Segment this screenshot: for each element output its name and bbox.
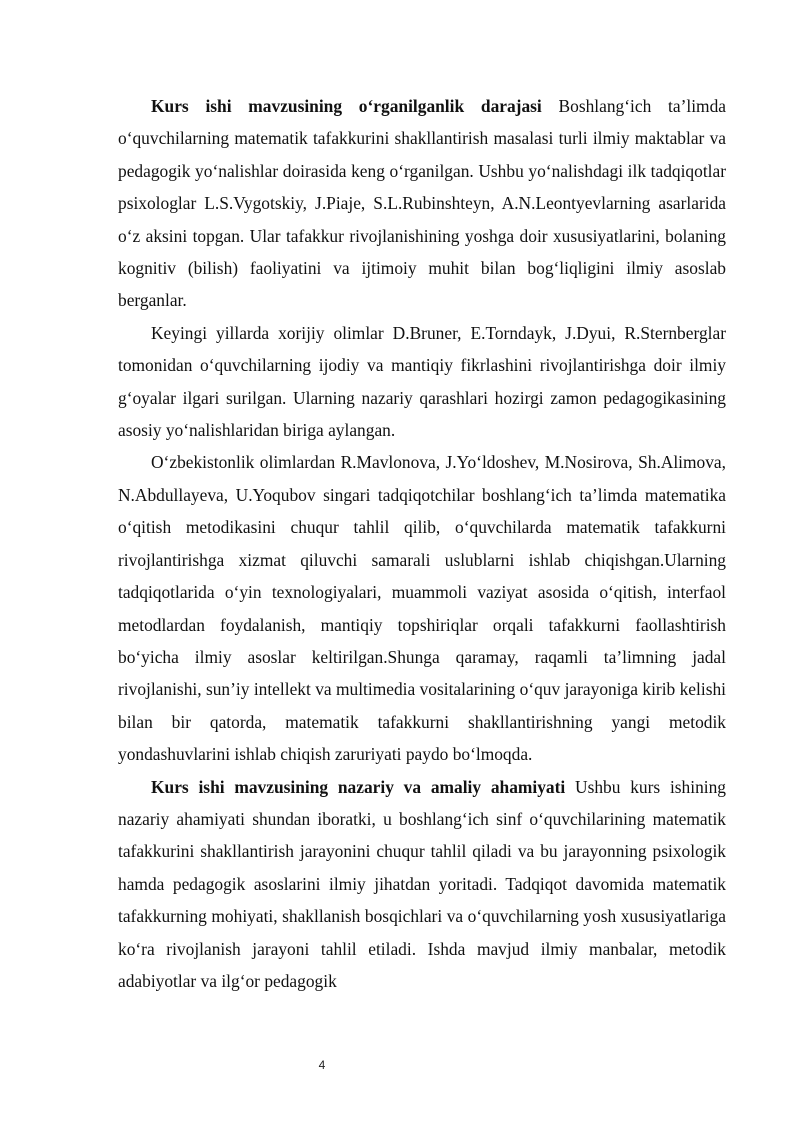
paragraph-significance — [118, 771, 726, 998]
paragraph-text-uzbek-scholars: O‘zbekistonlik olimlardan R.Mavlonova, J.Yo‘ldoshev, M.Nosirova, Sh.Alimova, N.Abdullayeva, U.Yoqubov singari tadqiqotchilar boshlang‘ich ta’limda matematika o‘qitish metodikasini chuqur tahlil qilib, o‘quvchilarda matematik tafakkurni rivojlantirishga xizmat qiluvchi samarali uslublarni ishlab chiqishgan.Ularning tadqiqotlarida o‘yin texnologiyalari, muammoli vaziyat asosida o‘qitish, interfaol metodlardan foydalanish, mantiqiy topshiriqlar orqali tafakkurni faollashtirish bo‘yicha ilmiy asoslar keltirilgan.Shunga qaramay, raqamli ta’limning jadal rivojlanishi, sun’iy intellekt va multimedia vositalarining o‘quv jarayoniga kirib kelishi bilan bir qatorda, matematik tafakkurni shakllantirishning yangi metodik yondashuvlarini ishlab chiqish zaruriyati paydo bo‘lmoqda. — [118, 452, 726, 765]
paragraph-text-significance: Ushbu kurs ishining nazariy ahamiyati shundan iboratki, u boshlang‘ich sinf o‘quvchilarining matematik tafakkurini shakllantirish jarayonini chuqur tahlil qiladi va bu jarayonning psixologik hamda pedagogik asoslarini ilmiy jihatdan yoritadi. Tadqiqot davomida matematik tafakkurning mohiyati, shakllanish bosqichlari va o‘quvchilarning yosh xususiyatlariga ko‘ra rivojlanish jarayoni tahlil etiladi. Ishda mavjud ilmiy manbalar, metodik adabiyotlar va ilg‘or pedagogik — [118, 776, 726, 991]
paragraph-text-research-level: Boshlang‘ich ta’limda o‘quvchilarning matematik tafakkurini shakllantirish masalasi turli ilmiy maktablar va pedagogik yo‘nalishlar doirasida keng o‘rganilgan. Ushbu yo‘nalishdagi ilk tadqiqotlar psixologlar L.S.Vygotskiy, J.Piaje, S.L.Rubinshteyn, A.N.Leontyevlarning asarlarida o‘z aksini topgan. Ular tafakkur rivojlanishining yoshga doir xususiyatlarini, bolaning kognitiv (bilish) faoliyatini va ijtimoiy muhit bilan bog‘liqligini ilmiy asoslab berganlar. — [118, 96, 726, 311]
paragraph-lead-research-level: Kurs ishi mavzusining o‘rganilganlik darajasi — [151, 96, 542, 116]
document-body — [118, 90, 726, 997]
page-number-value: 4 — [318, 1058, 326, 1072]
paragraph-foreign-scholars — [118, 317, 726, 447]
paragraph-research-level — [118, 90, 726, 317]
paragraph-uzbek-scholars — [118, 446, 726, 770]
paragraph-lead-significance: Kurs ishi mavzusining nazariy va amaliy ahamiyati — [151, 776, 566, 797]
page-number — [0, 1058, 800, 1072]
paragraph-text-foreign-scholars: Keyingi yillarda xorijiy olimlar D.Bruner, E.Torndayk, J.Dyui, R.Sternberglar tomonidan o‘quvchilarning ijodiy va mantiqiy fikrlashini rivojlantirishga doir ilmiy g‘oyalar ilgari surilgan. Ularning nazariy qarashlari hozirgi zamon pedagogikasining asosiy yo‘nalishlaridan biriga aylangan. — [118, 322, 726, 441]
